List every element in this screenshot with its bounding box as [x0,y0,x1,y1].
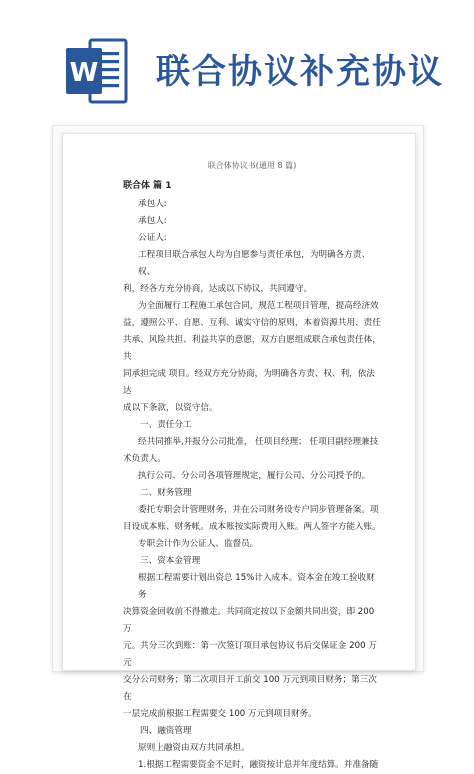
header-banner [0,0,474,120]
document-line: 承包人: [138,199,167,209]
word-document-icon [66,40,126,102]
document-line: 决算资金回收前不得撤走。共同商定按以下金额共同出资，即 200 万 [123,607,375,634]
document-line: 同承担完成 项目。经双方充分协商，为明确各方责、权、利，依法达 [123,369,375,396]
document-line: 专职会计作为公证人、监督员。 [138,539,259,549]
document-page [62,133,416,770]
page-title: 联合协议补充协议 [156,52,444,92]
document-line: 一层完成前根据工程需要交 100 万元到项目财务。 [123,709,317,719]
document-lines [123,196,381,774]
document-line: 益，遵照公平、自愿、互利、诚实守信的原则，本着资源共用、责任 [123,318,381,328]
document-line: 根据工程需要计划出资总 15%计入成本。资本金在竣工验收财务 [138,573,375,600]
document-line: 目设成本账、财务帐。成本账按实际费用入账。两人签字方能入账。 [123,522,381,532]
document-line: 交分公司财务；第二次项目开工前交 100 万元到项目财务；第三次在 [123,675,377,702]
document-line: 经共同推举,并报分公司批准， 任项目经理； 任项目副经理兼技 [138,437,379,447]
document-line: 三、资本金管理 [140,556,201,566]
document-line: 执行公司、分公司各项管理规定，履行公司、分公司授予的。 [138,471,371,481]
word-app-letter: W [69,58,99,88]
running-head: 联合体协议书(通用 8 篇) [207,161,297,170]
document-line: 利，经各方充分协商，达成以下协议，共同遵守。 [123,284,313,294]
document-line: 委托专职会计管理财务，并在公司财务设专户同步管理备案。项 [138,505,379,515]
document-line: 为全面履行工程施工承包合同，规范工程项目管理，提高经济效 [138,301,379,311]
document-line: 共承、风险共担、利益共享的意愿，双方自愿组成联合承包责任体，共 [123,335,381,362]
section-heading: 联合体 篇 1 [123,181,172,191]
document-line: 二、财务管理 [140,488,192,498]
document-line: 四、融资管理 [140,726,192,736]
document-line: 一、责任分工 [140,420,192,430]
document-line: 原则上融资由双方共同承担。 [138,743,250,753]
document-line: 术负责人。 [123,454,166,464]
document-line: 承包人: [138,216,167,226]
document-line: 公证人: [138,233,167,243]
document-line: 1.根据工程需要资金不足时，融资按计息并年度结算。并准备随 [138,760,379,770]
document-line: 元。共分三次到账：第一次签订项目承包协议书后交保证金 200 万元 [123,641,377,668]
document-body [123,160,381,774]
document-line: 工程项目联合承包人均为自愿参与责任承包，为明确各方责、权、 [138,250,371,277]
document-line: 成以下条款，以资守信。 [123,403,218,413]
